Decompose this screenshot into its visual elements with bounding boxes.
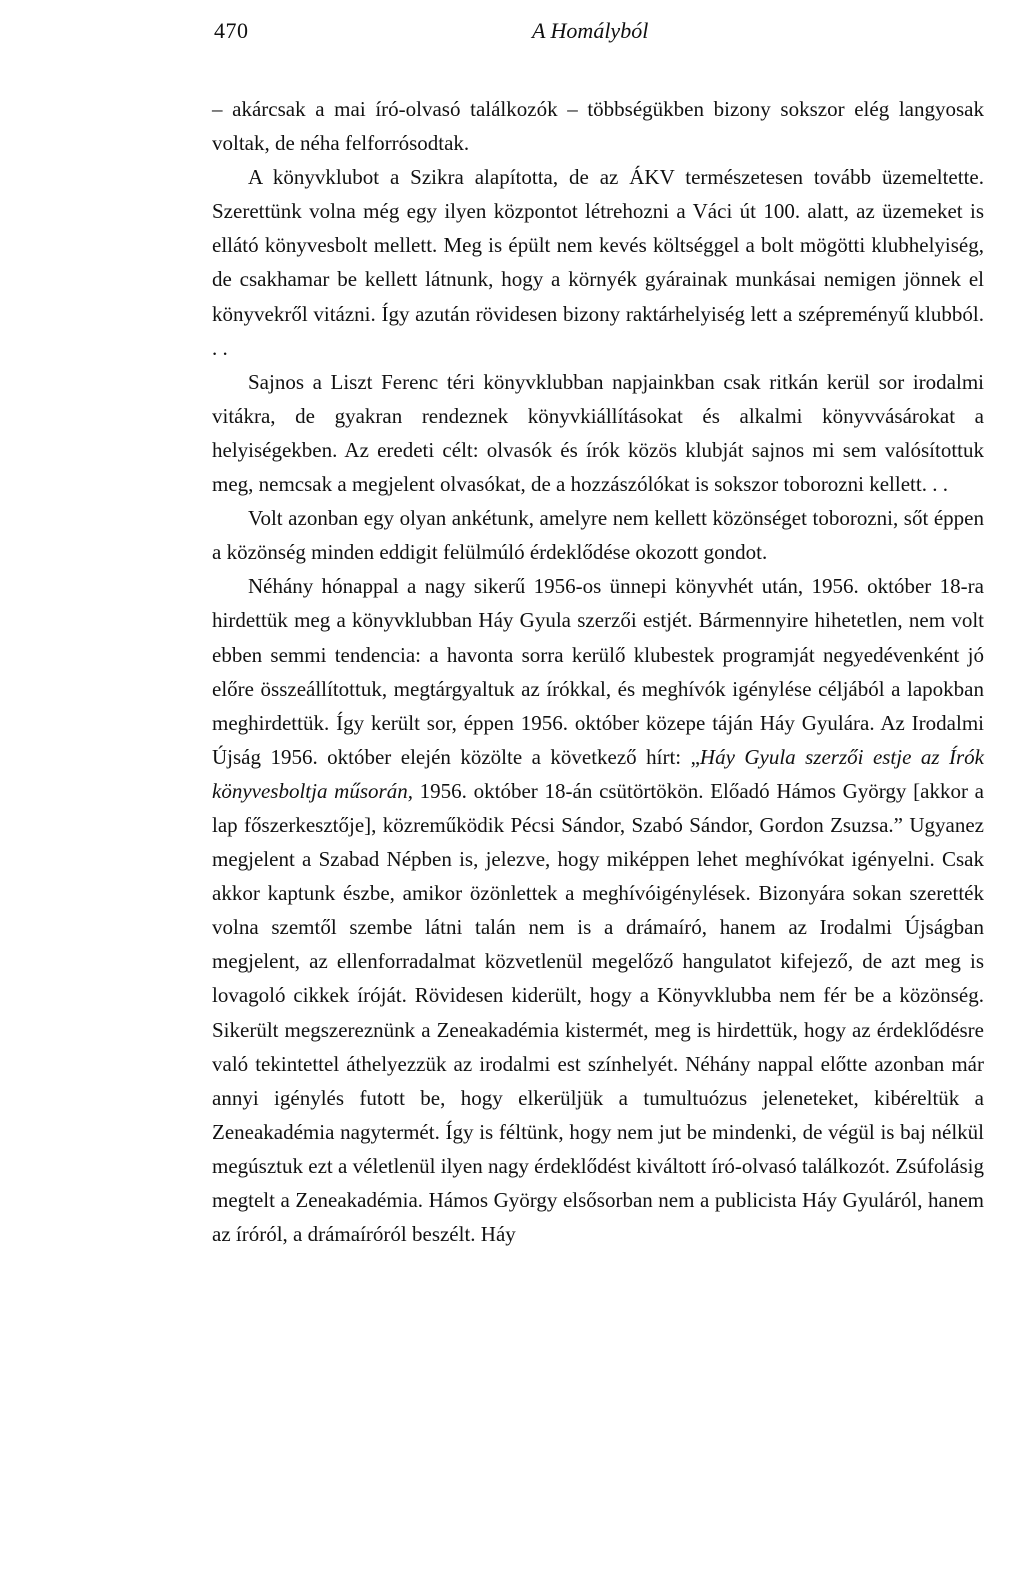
- paragraph-continuation: – akárcsak a mai író-olvasó találkozók – többségükben bizony sokszor elég langyosak voltak, de néha felforrósodtak.: [212, 97, 984, 156]
- paragraph-hay-gyula-italic-title: Háy Gyula szerzői estje az Írók könyvesboltja műsorán,: [212, 744, 984, 803]
- page-header: [214, 18, 984, 50]
- paragraph-hay-gyula: [212, 569, 984, 1251]
- paragraph-hay-gyula-part-2: 1956. október 18-án csütörtökön. Előadó Hámos György [akkor a lap főszerkesztője], közreműködik Pécsi Sándor, Szabó Sándor, Gordon Zsuzsa.” Ugyanez megjelent a Szabad Népben is, jelezve, hogy miképpen lehet meghívókat igényelni. Csak akkor kaptunk észbe, amikor özönlettek a meghívóigénylések. Bizonyára sokan szerették volna szemtől szembe látni talán nem is a drámaíró, hanem az Irodalmi Újságban megjelent, az ellenforradalmat közvetlenül megelőző hangulatot kifejező, de azt meg is lovagoló cikkek íróját. Rövidesen kiderült, hogy a Könyvklubba nem fér be a közönség. Sikerült megszereznünk a Zeneakadémia kistermét, meg is hirdettük, hogy az érdeklődésre való tekintettel áthelyezzük az irodalmi est színhelyét. Néhány nappal előtte azonban már annyi igénylés futott be, hogy elkerüljük a tumultuózus jeleneteket, kibéreltük a Zeneakadémia nagytermét. Így is féltünk, hogy nem jut be mindenki, de végül is baj nélkül megúsztuk ezt a véletlenül ilyen nagy érdeklődést kiváltott író-olvasó találkozót. Zsúfolásig megtelt a Zeneakadémia. Hámos György elsősorban nem a publicista Háy Gyuláról, hanem az íróról, a drámaíróról beszélt. Háy: [212, 778, 984, 1247]
- body-text: [212, 92, 984, 1251]
- paragraph-konyvklub: A könyvklubot a Szikra alapította, de az ÁKV természetesen tovább üzemeltette. Szerettünk volna még egy ilyen központot létrehozni a Váci út 100. alatt, az üzemeket is ellátó könyvesbolt mellett. Meg is épült nem kevés költséggel a bolt mögötti klubhelyiség, de csakhamar be kellett látnunk, hogy a környék gyárainak munkásai nemigen jönnek el könyvekről vitázni. Így azután rövidesen bizony raktárhelyiség lett a szépreményű klubból. . .: [212, 165, 984, 360]
- paragraph-hay-gyula-part-1: Néhány hónappal a nagy sikerű 1956-os ünnepi könyvhét után, 1956. október 18-ra hirdettük meg a könyvklubban Háy Gyula szerzői estjét. Bármennyire hihetetlen, nem volt ebben semmi tendencia: a havonta sorra kerülő klubestek programját negyedévenként jó előre összeállítottuk, megtárgyaltuk az írókkal, és meghívók igénylése céljából a lapokban meghirdettük. Így került sor, éppen 1956. október közepe táján Háy Gyulára. Az Irodalmi Újság 1956. október elején közölte a következő hírt: „: [212, 574, 984, 769]
- paragraph-liszt-ferenc: Sajnos a Liszt Ferenc téri könyvklubban napjainkban csak ritkán kerül sor irodalmi vitákra, de gyakran rendeznek könyvkiállításokat és alkalmi könyvvásárokat a helyiségekben. Az eredeti célt: olvasók és írók közös klubját sajnos mi sem valósítottuk meg, nemcsak a megjelent olvasókat, de a hozzászólókat is sokszor toborozni kellett. . .: [212, 369, 984, 497]
- paragraph-anket: Volt azonban egy olyan ankétunk, amelyre nem kellett közönséget toborozni, sőt éppen a közönség minden eddigit felülmúló érdeklődése okozott gondot.: [212, 506, 984, 565]
- page-number: 470: [214, 18, 249, 43]
- running-title: A Homályból: [532, 18, 649, 43]
